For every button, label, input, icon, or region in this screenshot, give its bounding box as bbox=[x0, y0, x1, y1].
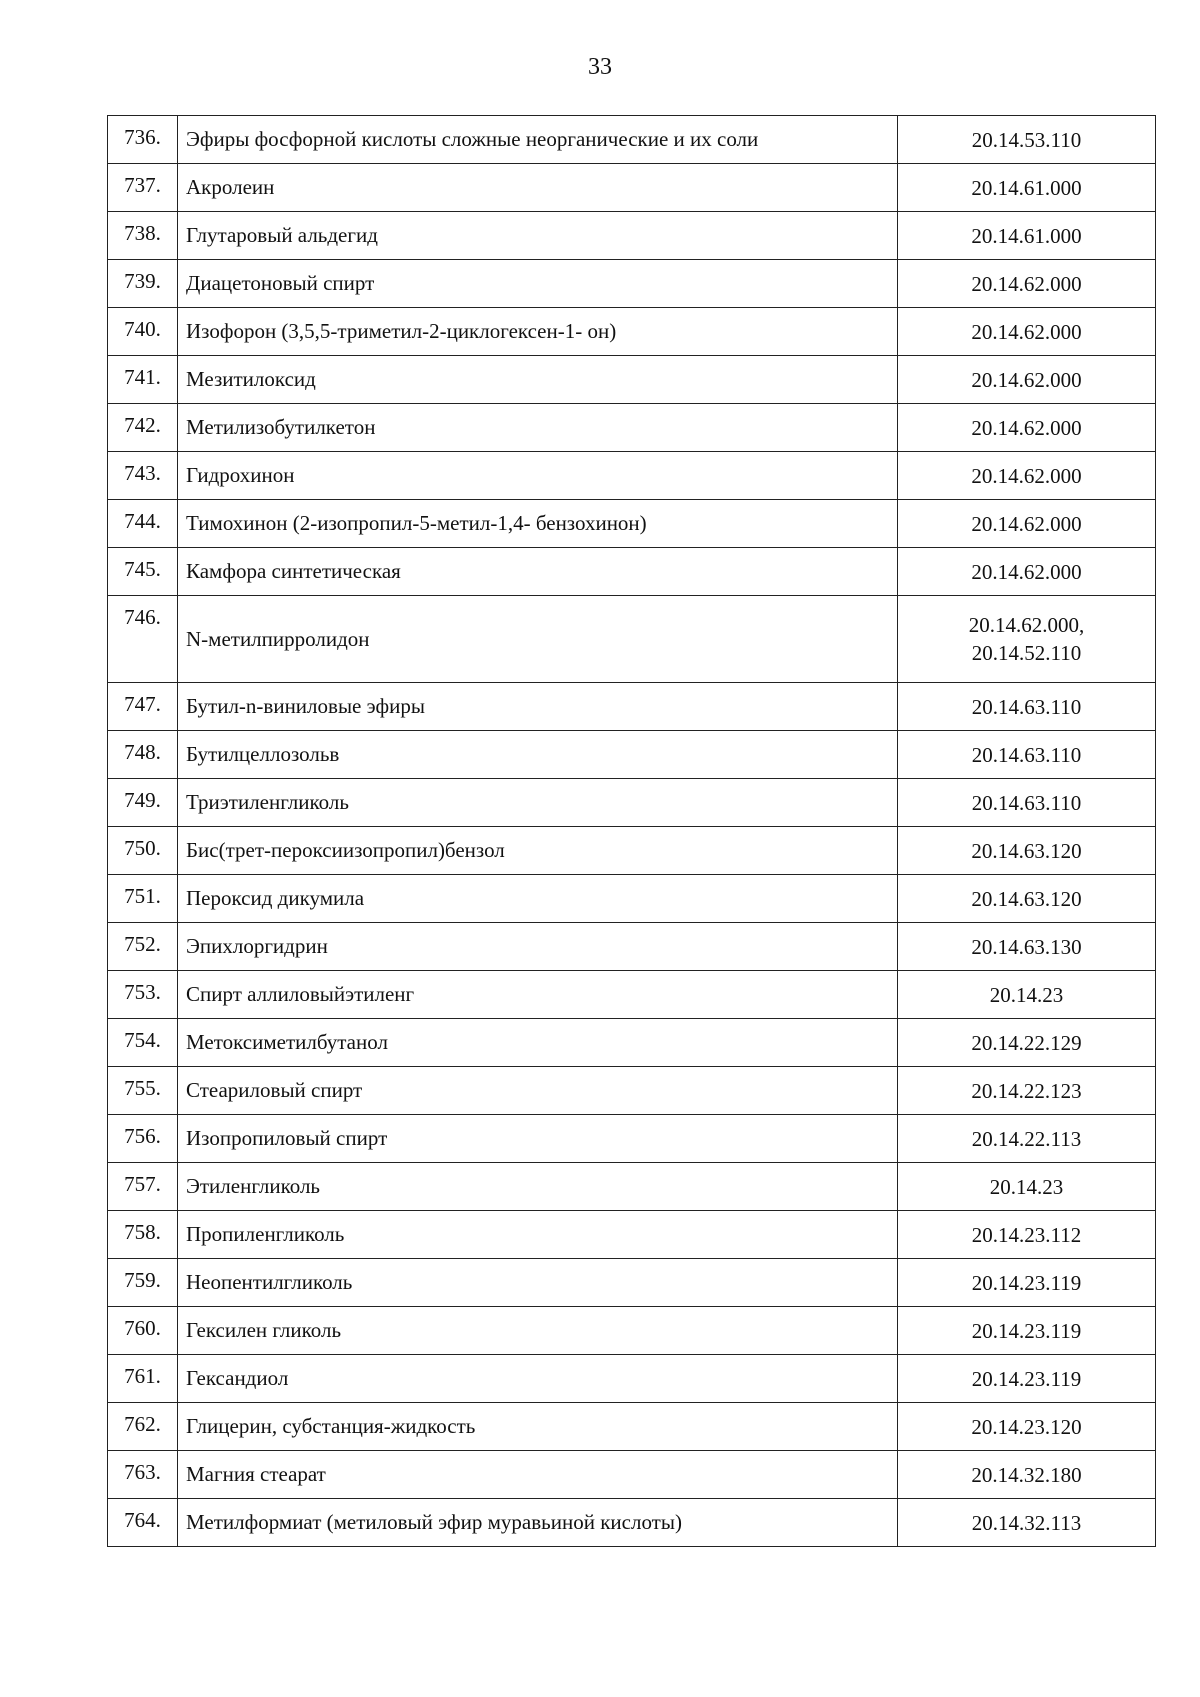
substance-name: Метоксиметилбутанол bbox=[178, 1019, 898, 1067]
table-row bbox=[108, 548, 1156, 596]
table-row bbox=[108, 1403, 1156, 1451]
row-number: 762. bbox=[108, 1403, 178, 1451]
okpd-code: 20.14.63.120 bbox=[898, 827, 1156, 875]
row-number: 758. bbox=[108, 1211, 178, 1259]
okpd-code: 20.14.22.129 bbox=[898, 1019, 1156, 1067]
okpd-code: 20.14.62.000, 20.14.52.110 bbox=[898, 596, 1156, 683]
okpd-code: 20.14.63.130 bbox=[898, 923, 1156, 971]
okpd-code: 20.14.63.110 bbox=[898, 731, 1156, 779]
substance-name: Мезитилоксид bbox=[178, 356, 898, 404]
okpd-code: 20.14.62.000 bbox=[898, 548, 1156, 596]
okpd-code: 20.14.62.000 bbox=[898, 308, 1156, 356]
row-number: 756. bbox=[108, 1115, 178, 1163]
row-number: 757. bbox=[108, 1163, 178, 1211]
substance-name: Неопентилгликоль bbox=[178, 1259, 898, 1307]
row-number: 761. bbox=[108, 1355, 178, 1403]
table-row bbox=[108, 356, 1156, 404]
table-row bbox=[108, 500, 1156, 548]
substance-name: Гексилен гликоль bbox=[178, 1307, 898, 1355]
table-row bbox=[108, 260, 1156, 308]
row-number: 741. bbox=[108, 356, 178, 404]
row-number: 753. bbox=[108, 971, 178, 1019]
okpd-code: 20.14.63.110 bbox=[898, 683, 1156, 731]
row-number: 738. bbox=[108, 212, 178, 260]
substance-name: Эпихлоргидрин bbox=[178, 923, 898, 971]
okpd-code: 20.14.61.000 bbox=[898, 212, 1156, 260]
table-row bbox=[108, 875, 1156, 923]
table-row bbox=[108, 596, 1156, 683]
row-number: 748. bbox=[108, 731, 178, 779]
substance-name: Метилформиат (метиловый эфир муравьиной кислоты) bbox=[178, 1499, 898, 1547]
okpd-code: 20.14.23.119 bbox=[898, 1259, 1156, 1307]
substance-name: Камфора синтетическая bbox=[178, 548, 898, 596]
table-row bbox=[108, 404, 1156, 452]
substance-name: Метилизобутилкетон bbox=[178, 404, 898, 452]
table-row bbox=[108, 1451, 1156, 1499]
row-number: 744. bbox=[108, 500, 178, 548]
row-number: 763. bbox=[108, 1451, 178, 1499]
okpd-code: 20.14.62.000 bbox=[898, 500, 1156, 548]
okpd-code: 20.14.53.110 bbox=[898, 116, 1156, 164]
okpd-code: 20.14.62.000 bbox=[898, 356, 1156, 404]
okpd-code: 20.14.61.000 bbox=[898, 164, 1156, 212]
substance-name: Спирт аллиловыйэтиленг bbox=[178, 971, 898, 1019]
row-number: 754. bbox=[108, 1019, 178, 1067]
substance-name: Бис(трет-пероксиизопропил)бензол bbox=[178, 827, 898, 875]
okpd-code: 20.14.23.112 bbox=[898, 1211, 1156, 1259]
table-row bbox=[108, 1259, 1156, 1307]
table-row bbox=[108, 1307, 1156, 1355]
table-row bbox=[108, 1499, 1156, 1547]
row-number: 737. bbox=[108, 164, 178, 212]
substance-name: Триэтиленгликоль bbox=[178, 779, 898, 827]
okpd-code: 20.14.23 bbox=[898, 971, 1156, 1019]
table-row bbox=[108, 1355, 1156, 1403]
substance-name: Стеариловый спирт bbox=[178, 1067, 898, 1115]
substance-name: Глутаровый альдегид bbox=[178, 212, 898, 260]
row-number: 745. bbox=[108, 548, 178, 596]
row-number: 759. bbox=[108, 1259, 178, 1307]
okpd-code: 20.14.32.180 bbox=[898, 1451, 1156, 1499]
row-number: 752. bbox=[108, 923, 178, 971]
table-row bbox=[108, 164, 1156, 212]
okpd-code: 20.14.23 bbox=[898, 1163, 1156, 1211]
substance-name: Пероксид дикумила bbox=[178, 875, 898, 923]
substance-name: Глицерин, субстанция-жидкость bbox=[178, 1403, 898, 1451]
table-row bbox=[108, 683, 1156, 731]
okpd-code: 20.14.62.000 bbox=[898, 452, 1156, 500]
table-row bbox=[108, 1067, 1156, 1115]
okpd-code: 20.14.23.119 bbox=[898, 1307, 1156, 1355]
okpd-code: 20.14.62.000 bbox=[898, 260, 1156, 308]
table-row bbox=[108, 212, 1156, 260]
substance-name: N-метилпирролидон bbox=[178, 596, 898, 683]
row-number: 751. bbox=[108, 875, 178, 923]
row-number: 743. bbox=[108, 452, 178, 500]
okpd-code: 20.14.22.113 bbox=[898, 1115, 1156, 1163]
substance-name: Изофорон (3,5,5-триметил-2-циклогексен-1- он) bbox=[178, 308, 898, 356]
substance-name: Бутилцеллозольв bbox=[178, 731, 898, 779]
okpd-code: 20.14.63.110 bbox=[898, 779, 1156, 827]
row-number: 746. bbox=[108, 596, 178, 683]
row-number: 740. bbox=[108, 308, 178, 356]
okpd-code: 20.14.23.120 bbox=[898, 1403, 1156, 1451]
substance-name: Гександиол bbox=[178, 1355, 898, 1403]
row-number: 760. bbox=[108, 1307, 178, 1355]
table-row bbox=[108, 1115, 1156, 1163]
okpd-code: 20.14.22.123 bbox=[898, 1067, 1156, 1115]
table-body bbox=[108, 116, 1156, 1547]
substance-name: Изопропиловый спирт bbox=[178, 1115, 898, 1163]
substance-name: Диацетоновый спирт bbox=[178, 260, 898, 308]
row-number: 742. bbox=[108, 404, 178, 452]
row-number: 764. bbox=[108, 1499, 178, 1547]
okpd-code: 20.14.23.119 bbox=[898, 1355, 1156, 1403]
okpd-code: 20.14.32.113 bbox=[898, 1499, 1156, 1547]
okpd-code: 20.14.63.120 bbox=[898, 875, 1156, 923]
page-number: 33 bbox=[588, 54, 612, 80]
substance-name: Пропиленгликоль bbox=[178, 1211, 898, 1259]
row-number: 750. bbox=[108, 827, 178, 875]
table-row bbox=[108, 1211, 1156, 1259]
substances-table bbox=[107, 115, 1156, 1547]
table-row bbox=[108, 116, 1156, 164]
table-row bbox=[108, 452, 1156, 500]
substance-name: Гидрохинон bbox=[178, 452, 898, 500]
okpd-code: 20.14.62.000 bbox=[898, 404, 1156, 452]
table-row bbox=[108, 308, 1156, 356]
row-number: 747. bbox=[108, 683, 178, 731]
row-number: 736. bbox=[108, 116, 178, 164]
row-number: 739. bbox=[108, 260, 178, 308]
table-row bbox=[108, 779, 1156, 827]
substance-name: Акролеин bbox=[178, 164, 898, 212]
table-row bbox=[108, 971, 1156, 1019]
table-row bbox=[108, 827, 1156, 875]
table-row bbox=[108, 923, 1156, 971]
substance-name: Тимохинон (2-изопропил-5-метил-1,4- бензохинон) bbox=[178, 500, 898, 548]
table-row bbox=[108, 731, 1156, 779]
substance-name: Эфиры фосфорной кислоты сложные неорганические и их соли bbox=[178, 116, 898, 164]
substance-name: Бутил-n-виниловые эфиры bbox=[178, 683, 898, 731]
substance-name: Магния стеарат bbox=[178, 1451, 898, 1499]
table-row bbox=[108, 1019, 1156, 1067]
table-row bbox=[108, 1163, 1156, 1211]
substance-name: Этиленгликоль bbox=[178, 1163, 898, 1211]
row-number: 749. bbox=[108, 779, 178, 827]
row-number: 755. bbox=[108, 1067, 178, 1115]
